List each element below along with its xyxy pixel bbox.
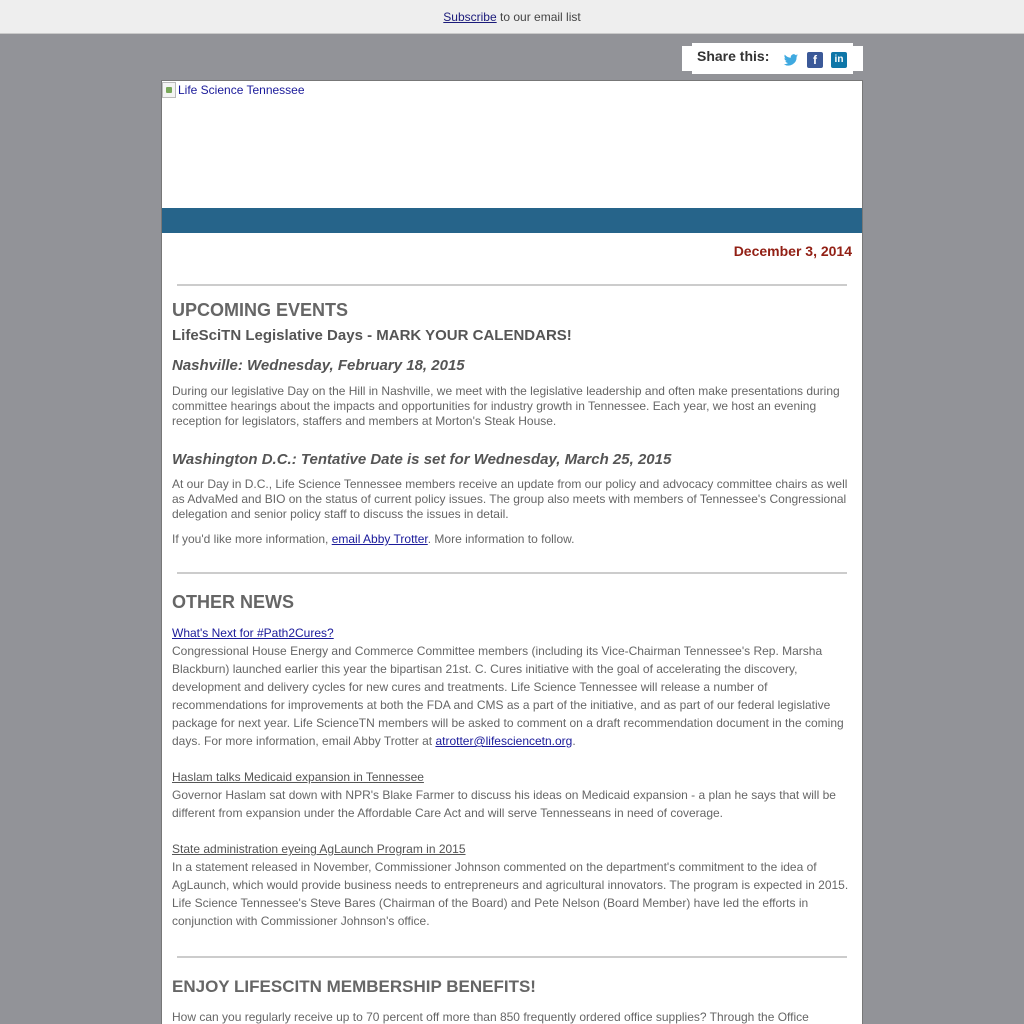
other-news-heading: OTHER NEWS — [172, 592, 295, 612]
logo-image[interactable] — [162, 82, 305, 98]
news-item — [172, 624, 856, 750]
email-link-atrotter[interactable]: atrotter@lifesciencetn.org — [435, 734, 573, 748]
dc-heading: Washington D.C.: Tentative Date is set for Wednesday, March 25, 2015 — [172, 451, 672, 468]
issue-date: December 3, 2014 — [733, 243, 852, 259]
newsletter-card — [161, 80, 863, 1024]
nashville-heading: Nashville: Wednesday, February 18, 2015 — [172, 357, 465, 374]
news-item — [172, 768, 856, 822]
subscribe-bar — [0, 0, 1024, 34]
more-info-text — [172, 532, 852, 547]
share-box — [682, 46, 863, 71]
more-info-prefix: If you'd like more information, — [172, 532, 332, 546]
legislative-days-heading: LifeSciTN Legislative Days - MARK YOUR CALENDARS! — [172, 327, 572, 344]
facebook-icon[interactable]: f — [807, 52, 823, 68]
news-item — [172, 840, 856, 930]
nashville-text: During our legislative Day on the Hill in Nashville, we meet with the legislative leadership and often make presentations during committee hearings about the impacts and opportunities for industry growth in Tennessee. Each year, we host an evening reception for legislators, staffers and members at Morton's Steak House. — [172, 384, 840, 428]
news-body: Congressional House Energy and Commerce Committee members (including its Vice-Chairman Tennessee's Rep. Marsha Blackburn) launched earlier this year the bipartisan 21st. C. Cures initiative with the goal of accelerating the discovery, development and delivery cycles for new cures and treatments. Life Science Tennessee will release a number of recommendations for improvements at both the FDA and CMS as a part of the initiative, and as part of our federal legislative package for next year. Life ScienceTN members will be asked to comment on a draft recommendation document in the coming days. For more information, email Abby Trotter at — [172, 644, 844, 748]
header-band — [162, 208, 862, 233]
share-inner — [692, 43, 853, 74]
divider — [177, 572, 847, 574]
benefits-heading: ENJOY LIFESCITN MEMBERSHIP BENEFITS! — [172, 977, 536, 996]
more-info-suffix: . More information to follow. — [427, 532, 575, 546]
benefits-text: How can you regularly receive up to 70 percent off more than 850 frequently ordered office supplies? Through the Office — [172, 1010, 809, 1024]
news-link-path2cures[interactable]: What's Next for #Path2Cures? — [172, 626, 334, 640]
subscribe-link[interactable]: Subscribe — [443, 10, 497, 24]
linkedin-icon[interactable]: in — [831, 52, 847, 68]
subscribe-text: to our email list — [496, 10, 581, 24]
logo-alt-text: Life Science Tennessee — [178, 83, 305, 97]
divider — [177, 284, 847, 286]
twitter-icon[interactable] — [783, 52, 799, 68]
broken-image-icon — [162, 82, 176, 98]
news-body: In a statement released in November, Commissioner Johnson commented on the department's commitment to the idea of AgLaunch, which would provide business needs to entrepreneurs and agricultural innovators. The program is expected in 2015. Life Science Tennessee's Steve Bares (Chairman of the Board) and Pete Nelson (Board Member) have led the efforts in conjunction with Commissioner Johnson's office. — [172, 860, 849, 928]
divider — [177, 956, 847, 958]
news-body: Governor Haslam sat down with NPR's Blake Farmer to discuss his ideas on Medicaid expansion - a plan he says that will be different from expansion under the Affordable Care Act and will serve Tennesseans in need of coverage. — [172, 788, 836, 820]
dc-text: At our Day in D.C., Life Science Tennessee members receive an update from our policy and advocacy committee chairs as well as AdvaMed and BIO on the status of current policy issues. The group also meets with members of Tennessee's Congressional delegation and senior policy staff to discuss the issues in detail. — [172, 477, 848, 521]
email-abby-link[interactable]: email Abby Trotter — [331, 532, 428, 546]
news-body-end: . — [572, 734, 576, 748]
news-link-aglaunch[interactable]: State administration eyeing AgLaunch Program in 2015 — [172, 842, 466, 856]
upcoming-events-heading: UPCOMING EVENTS — [172, 300, 349, 320]
news-link-medicaid[interactable]: Haslam talks Medicaid expansion in Tennessee — [172, 770, 424, 784]
share-label: Share this: — [697, 48, 770, 64]
